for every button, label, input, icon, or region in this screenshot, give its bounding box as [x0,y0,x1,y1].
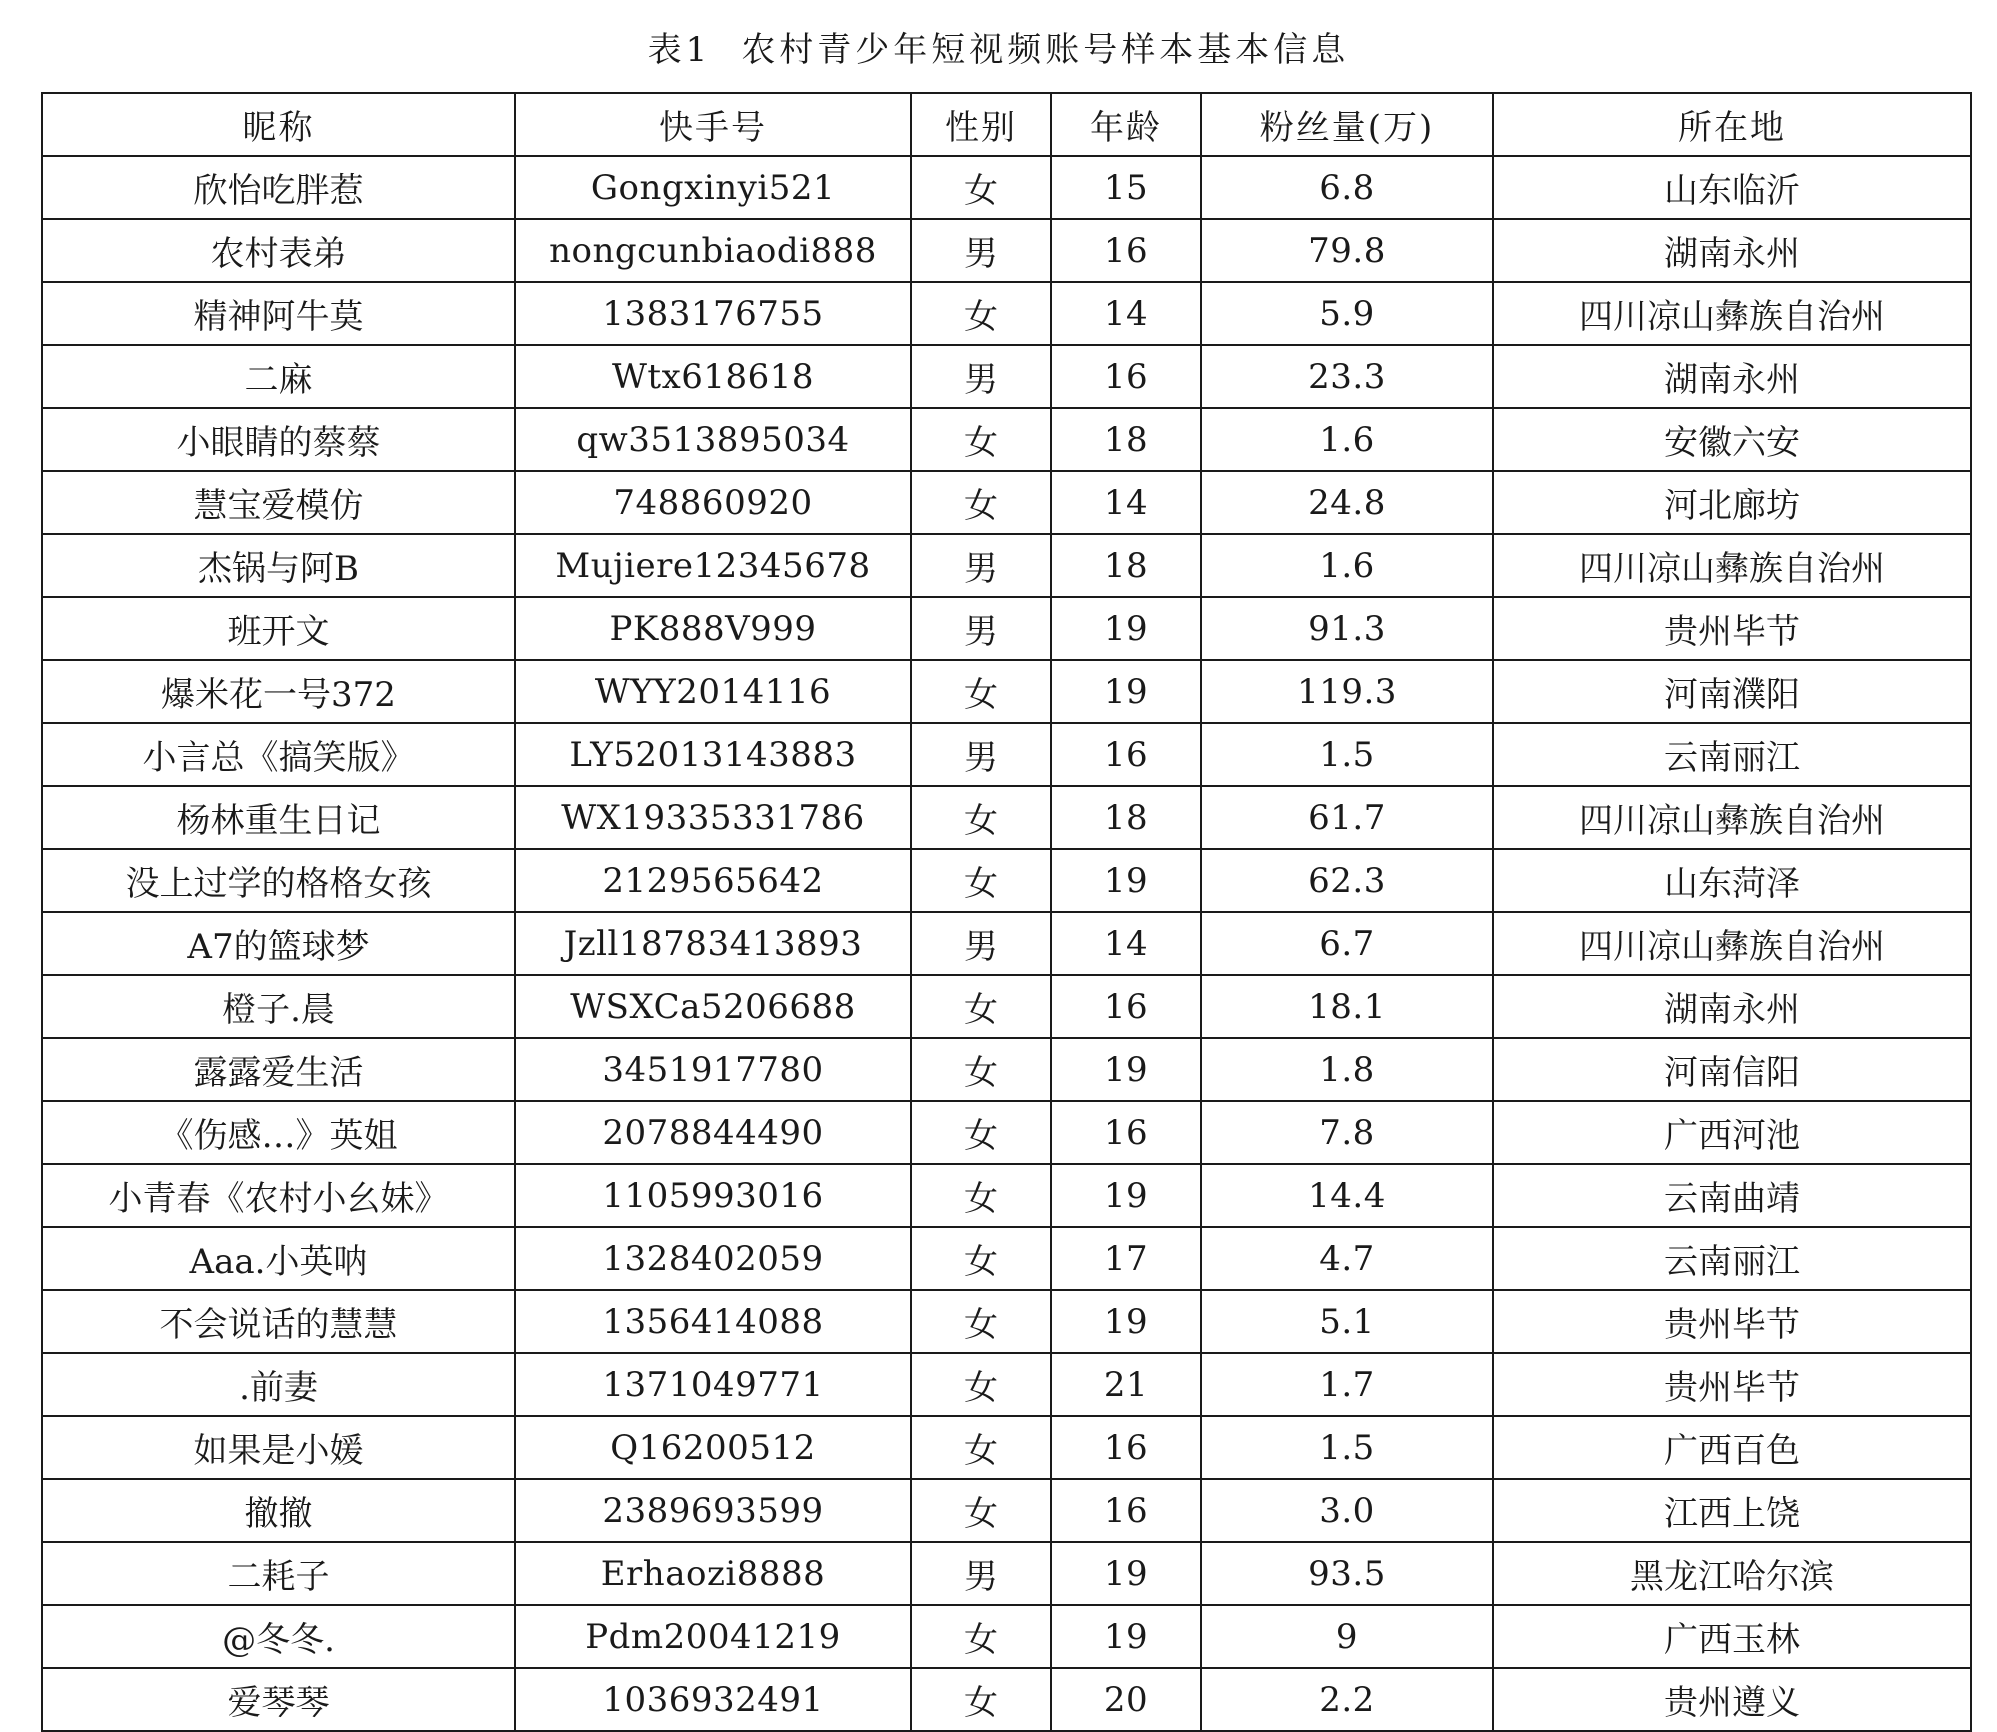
cell-age: 16 [1051,345,1201,408]
cell-followers: 1.5 [1201,1416,1493,1479]
cell-nickname: 小言总《搞笑版》 [42,723,515,786]
cell-followers: 5.1 [1201,1290,1493,1353]
cell-nickname: @冬冬. [42,1605,515,1668]
column-header-age: 年龄 [1051,93,1201,156]
cell-age: 16 [1051,975,1201,1038]
table-caption [0,18,1997,82]
cell-gender: 女 [911,282,1051,345]
cell-kuaishou-id: 3451917780 [515,1038,911,1101]
cell-gender: 女 [911,1038,1051,1101]
cell-followers: 79.8 [1201,219,1493,282]
cell-followers: 5.9 [1201,282,1493,345]
cell-followers: 3.0 [1201,1479,1493,1542]
cell-age: 19 [1051,1605,1201,1668]
table-body [42,156,1971,1731]
cell-age: 14 [1051,471,1201,534]
cell-gender: 男 [911,912,1051,975]
cell-age: 19 [1051,660,1201,723]
cell-followers: 4.7 [1201,1227,1493,1290]
cell-location: 湖南永州 [1493,219,1971,282]
cell-followers: 18.1 [1201,975,1493,1038]
cell-nickname: 爱琴琴 [42,1668,515,1731]
cell-kuaishou-id: Gongxinyi521 [515,156,911,219]
cell-nickname: 精神阿牛莫 [42,282,515,345]
cell-kuaishou-id: 2078844490 [515,1101,911,1164]
table-row [42,1605,1971,1668]
cell-kuaishou-id: Mujiere12345678 [515,534,911,597]
cell-location: 贵州毕节 [1493,1353,1971,1416]
cell-location: 云南丽江 [1493,1227,1971,1290]
cell-kuaishou-id: 1383176755 [515,282,911,345]
cell-kuaishou-id: WYY2014116 [515,660,911,723]
cell-gender: 女 [911,1290,1051,1353]
cell-followers: 1.7 [1201,1353,1493,1416]
cell-nickname: 二耗子 [42,1542,515,1605]
cell-age: 16 [1051,219,1201,282]
table-row [42,1101,1971,1164]
cell-followers: 7.8 [1201,1101,1493,1164]
cell-age: 16 [1051,1479,1201,1542]
cell-gender: 男 [911,219,1051,282]
cell-gender: 男 [911,723,1051,786]
cell-age: 19 [1051,1038,1201,1101]
cell-kuaishou-id: Q16200512 [515,1416,911,1479]
cell-age: 16 [1051,723,1201,786]
table-row [42,1479,1971,1542]
cell-location: 广西百色 [1493,1416,1971,1479]
table-row [42,786,1971,849]
cell-nickname: 撤撤 [42,1479,515,1542]
column-header-gender: 性别 [911,93,1051,156]
cell-nickname: 没上过学的格格女孩 [42,849,515,912]
cell-age: 15 [1051,156,1201,219]
cell-age: 14 [1051,282,1201,345]
cell-location: 广西玉林 [1493,1605,1971,1668]
table-row [42,408,1971,471]
table-row [42,660,1971,723]
cell-nickname: .前妻 [42,1353,515,1416]
cell-location: 安徽六安 [1493,408,1971,471]
table-row [42,1290,1971,1353]
cell-age: 17 [1051,1227,1201,1290]
cell-age: 19 [1051,849,1201,912]
table-row [42,534,1971,597]
cell-nickname: Aaa.小英呐 [42,1227,515,1290]
cell-gender: 女 [911,1605,1051,1668]
cell-gender: 女 [911,786,1051,849]
cell-kuaishou-id: 1371049771 [515,1353,911,1416]
table-row [42,282,1971,345]
cell-nickname: 农村表弟 [42,219,515,282]
column-header-location: 所在地 [1493,93,1971,156]
table-row [42,1353,1971,1416]
cell-nickname: 杨林重生日记 [42,786,515,849]
table-row [42,156,1971,219]
cell-gender: 男 [911,1542,1051,1605]
cell-location: 云南曲靖 [1493,1164,1971,1227]
cell-followers: 14.4 [1201,1164,1493,1227]
table-row [42,219,1971,282]
table-row [42,1227,1971,1290]
cell-gender: 女 [911,849,1051,912]
cell-gender: 女 [911,1668,1051,1731]
table-number: 表1 [647,30,712,70]
table-row [42,912,1971,975]
cell-followers: 1.5 [1201,723,1493,786]
cell-location: 河南濮阳 [1493,660,1971,723]
cell-location: 四川凉山彝族自治州 [1493,282,1971,345]
cell-nickname: 欣怡吃胖惹 [42,156,515,219]
cell-followers: 9 [1201,1605,1493,1668]
cell-location: 贵州遵义 [1493,1668,1971,1731]
cell-location: 贵州毕节 [1493,597,1971,660]
cell-followers: 6.7 [1201,912,1493,975]
table-row [42,345,1971,408]
cell-gender: 女 [911,1227,1051,1290]
cell-age: 19 [1051,1164,1201,1227]
cell-age: 16 [1051,1101,1201,1164]
cell-kuaishou-id: Pdm20041219 [515,1605,911,1668]
cell-nickname: 如果是小媛 [42,1416,515,1479]
cell-age: 18 [1051,408,1201,471]
cell-location: 湖南永州 [1493,975,1971,1038]
cell-kuaishou-id: LY52013143883 [515,723,911,786]
table-row [42,1542,1971,1605]
cell-gender: 女 [911,1164,1051,1227]
cell-age: 19 [1051,1290,1201,1353]
cell-location: 黑龙江哈尔滨 [1493,1542,1971,1605]
cell-location: 山东临沂 [1493,156,1971,219]
cell-followers: 6.8 [1201,156,1493,219]
cell-nickname: 《伤感…》英姐 [42,1101,515,1164]
cell-age: 16 [1051,1416,1201,1479]
column-header-nickname: 昵称 [42,93,515,156]
table-title: 农村青少年短视频账号样本基本信息 [741,30,1350,70]
cell-kuaishou-id: Wtx618618 [515,345,911,408]
cell-gender: 女 [911,1353,1051,1416]
cell-followers: 62.3 [1201,849,1493,912]
table-row [42,723,1971,786]
cell-age: 19 [1051,1542,1201,1605]
cell-location: 河北廊坊 [1493,471,1971,534]
cell-followers: 24.8 [1201,471,1493,534]
cell-gender: 女 [911,660,1051,723]
cell-gender: 男 [911,597,1051,660]
cell-nickname: 橙子.晨 [42,975,515,1038]
cell-nickname: 爆米花一号372 [42,660,515,723]
cell-followers: 91.3 [1201,597,1493,660]
cell-gender: 女 [911,975,1051,1038]
cell-location: 四川凉山彝族自治州 [1493,912,1971,975]
cell-age: 14 [1051,912,1201,975]
cell-kuaishou-id: Erhaozi8888 [515,1542,911,1605]
cell-nickname: 小青春《农村小幺妹》 [42,1164,515,1227]
cell-gender: 女 [911,156,1051,219]
cell-location: 湖南永州 [1493,345,1971,408]
cell-followers: 2.2 [1201,1668,1493,1731]
table-row [42,471,1971,534]
cell-gender: 女 [911,1101,1051,1164]
cell-gender: 女 [911,1416,1051,1479]
cell-age: 20 [1051,1668,1201,1731]
cell-gender: 女 [911,1479,1051,1542]
cell-nickname: A7的篮球梦 [42,912,515,975]
cell-kuaishou-id: 748860920 [515,471,911,534]
cell-kuaishou-id: WX19335331786 [515,786,911,849]
column-header-kuaishou-id: 快手号 [515,93,911,156]
cell-nickname: 慧宝爱模仿 [42,471,515,534]
cell-location: 四川凉山彝族自治州 [1493,534,1971,597]
table-row [42,1416,1971,1479]
cell-followers: 1.8 [1201,1038,1493,1101]
cell-kuaishou-id: nongcunbiaodi888 [515,219,911,282]
cell-followers: 93.5 [1201,1542,1493,1605]
cell-followers: 61.7 [1201,786,1493,849]
cell-nickname: 班开文 [42,597,515,660]
table-row [42,849,1971,912]
cell-kuaishou-id: qw3513895034 [515,408,911,471]
cell-followers: 1.6 [1201,408,1493,471]
cell-kuaishou-id: 2129565642 [515,849,911,912]
table-row [42,1038,1971,1101]
cell-kuaishou-id: 2389693599 [515,1479,911,1542]
cell-age: 19 [1051,597,1201,660]
cell-nickname: 二麻 [42,345,515,408]
header-row [42,93,1971,156]
cell-age: 18 [1051,534,1201,597]
cell-nickname: 不会说话的慧慧 [42,1290,515,1353]
cell-location: 山东菏泽 [1493,849,1971,912]
table-row [42,597,1971,660]
cell-followers: 1.6 [1201,534,1493,597]
cell-kuaishou-id: PK888V999 [515,597,911,660]
account-sample-table [41,92,1972,1732]
cell-kuaishou-id: WSXCa5206688 [515,975,911,1038]
table-row [42,1668,1971,1731]
cell-nickname: 露露爱生活 [42,1038,515,1101]
cell-location: 云南丽江 [1493,723,1971,786]
cell-nickname: 小眼睛的蔡蔡 [42,408,515,471]
cell-followers: 23.3 [1201,345,1493,408]
cell-kuaishou-id: 1105993016 [515,1164,911,1227]
cell-location: 贵州毕节 [1493,1290,1971,1353]
cell-location: 广西河池 [1493,1101,1971,1164]
table-row [42,1164,1971,1227]
cell-nickname: 杰锅与阿B [42,534,515,597]
cell-age: 21 [1051,1353,1201,1416]
cell-followers: 119.3 [1201,660,1493,723]
cell-location: 江西上饶 [1493,1479,1971,1542]
cell-location: 河南信阳 [1493,1038,1971,1101]
cell-location: 四川凉山彝族自治州 [1493,786,1971,849]
cell-age: 18 [1051,786,1201,849]
cell-gender: 女 [911,471,1051,534]
cell-kuaishou-id: 1036932491 [515,1668,911,1731]
cell-gender: 男 [911,534,1051,597]
cell-gender: 女 [911,408,1051,471]
cell-gender: 男 [911,345,1051,408]
cell-kuaishou-id: 1356414088 [515,1290,911,1353]
column-header-followers: 粉丝量(万) [1201,93,1493,156]
cell-kuaishou-id: Jzll18783413893 [515,912,911,975]
cell-kuaishou-id: 1328402059 [515,1227,911,1290]
table-row [42,975,1971,1038]
